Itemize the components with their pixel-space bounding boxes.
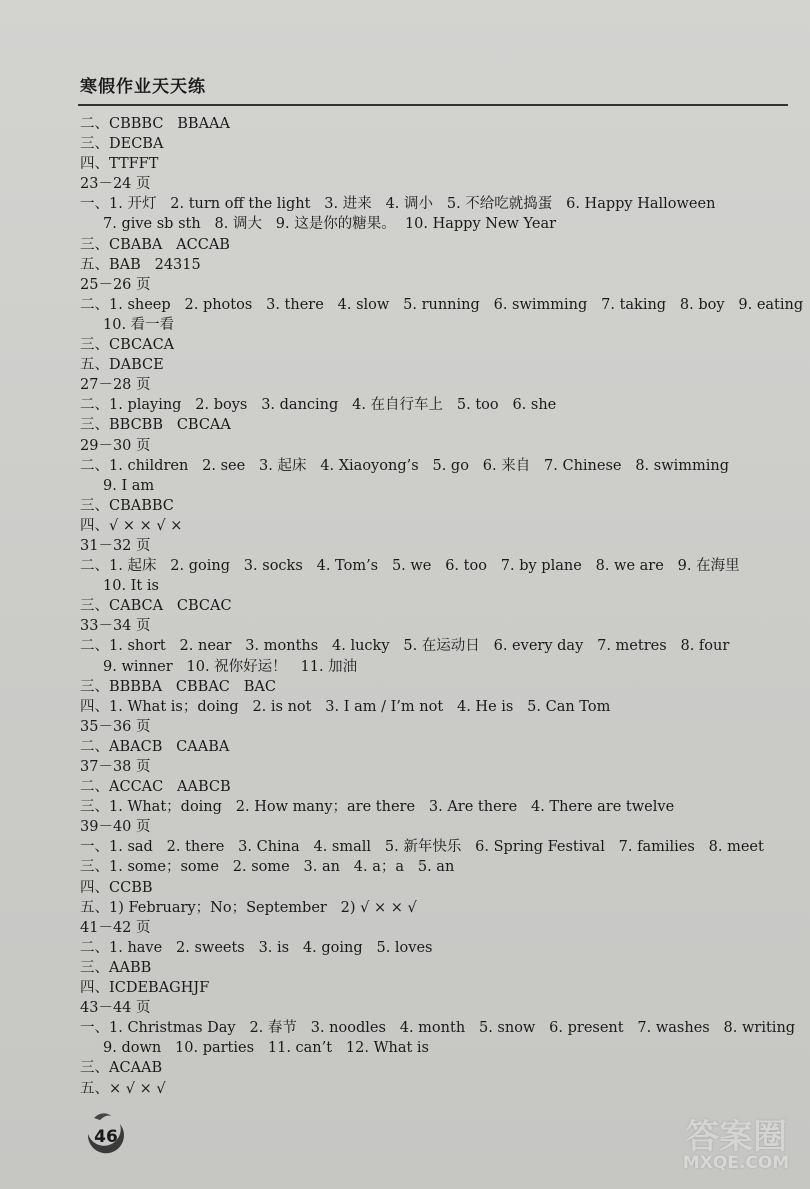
answer-line: 9. down 10. parties 11. can’t 12. What is bbox=[103, 1040, 429, 1057]
answer-line: 27－28 页 bbox=[80, 377, 151, 394]
answer-line: 一、1. sad 2. there 3. China 4. small 5. 新年快乐 6. Spring Festival 7. families 8. meet bbox=[80, 839, 764, 856]
answer-line: 25－26 页 bbox=[80, 276, 151, 293]
answer-line: 三、BBBBA CBBAC BAC bbox=[80, 678, 276, 695]
answer-line: 39－40 页 bbox=[80, 819, 151, 836]
book-title: 寒假作业天天练 bbox=[80, 77, 206, 97]
answer-line: 二、ACCAC AABCB bbox=[80, 779, 231, 796]
page-number: 46 bbox=[94, 1127, 118, 1147]
answer-line: 10. 看一看 bbox=[103, 316, 175, 333]
answer-line: 一、1. 开灯 2. turn off the light 3. 进来 4. 调小 5. 不给吃就捣蛋 6. Happy Halloween bbox=[80, 196, 716, 213]
answer-line: 五、BAB 24315 bbox=[80, 256, 201, 273]
answer-line: 三、DECBA bbox=[80, 136, 164, 153]
answer-line: 二、CBBBC BBAAA bbox=[80, 116, 230, 132]
answer-line: 7. give sb sth 8. 调大 9. 这是你的糖果。 10. Happy New Year bbox=[103, 216, 557, 233]
answer-line: 23－24 页 bbox=[80, 176, 151, 193]
answer-line: 29－30 页 bbox=[80, 437, 151, 454]
answer-line: 二、1. playing 2. boys 3. dancing 4. 在自行车上 5. too 6. she bbox=[80, 397, 557, 414]
answer-list bbox=[80, 114, 804, 1099]
answer-line: 四、ICDEBAGHJF bbox=[80, 980, 210, 997]
answer-line: 41－42 页 bbox=[80, 919, 151, 936]
answer-line: 三、BBCBB CBCAA bbox=[80, 417, 231, 434]
answer-line: 31－32 页 bbox=[80, 537, 151, 554]
answer-line: 二、1. sheep 2. photos 3. there 4. slow 5. running 6. swimming 7. taking 8. boy 9. eating bbox=[80, 296, 804, 313]
watermark-logo bbox=[676, 1109, 796, 1181]
answer-line: 9. I am bbox=[103, 477, 155, 494]
answer-line: 四、TTFFT bbox=[80, 156, 159, 173]
answer-line: 五、× √ × √ bbox=[80, 1080, 166, 1097]
answer-line: 二、1. short 2. near 3. months 4. lucky 5. 在运动日 6. every day 7. metres 8. four bbox=[80, 638, 730, 655]
answer-line: 五、DABCE bbox=[80, 357, 164, 374]
answer-line: 二、1. children 2. see 3. 起床 4. Xiaoyong’s 5. go 6. 来自 7. Chinese 8. swimming bbox=[80, 457, 730, 474]
answer-line: 9. winner 10. 祝你好运！ 11. 加油 bbox=[103, 658, 358, 675]
answer-line: 四、√ × × √ × bbox=[80, 517, 183, 534]
leaf-icon bbox=[94, 1113, 112, 1120]
answer-line: 35－36 页 bbox=[80, 718, 151, 735]
answer-line: 一、1. Christmas Day 2. 春节 3. noodles 4. month 5. snow 6. present 7. washes 8. writing bbox=[80, 1020, 796, 1037]
answer-line: 四、CCBB bbox=[80, 879, 153, 896]
answer-line: 33－34 页 bbox=[80, 618, 151, 635]
answer-line: 三、1. What；doing 2. How many；are there 3. Are there 4. There are twelve bbox=[80, 799, 675, 816]
page-number-badge bbox=[80, 1108, 128, 1156]
answer-line: 43－44 页 bbox=[80, 1000, 151, 1017]
answer-line: 二、ABACB CAABA bbox=[80, 738, 230, 755]
answer-line: 二、1. 起床 2. going 3. socks 4. Tom’s 5. we 6. too 7. by plane 8. we are 9. 在海里 bbox=[80, 558, 740, 575]
answer-line: 三、AABB bbox=[80, 959, 152, 976]
answer-line: 三、CBABA ACCAB bbox=[80, 236, 230, 253]
watermark-line1: 答案圈 bbox=[685, 1117, 787, 1157]
watermark-line2: MXQE.COM bbox=[682, 1153, 790, 1173]
answer-line: 三、CABCA CBCAC bbox=[80, 598, 232, 615]
header-divider bbox=[78, 104, 788, 106]
answer-line: 三、1. some；some 2. some 3. an 4. a；a 5. an bbox=[80, 859, 455, 876]
answer-line: 二、1. have 2. sweets 3. is 4. going 5. loves bbox=[80, 939, 433, 956]
answer-line: 四、1. What is；doing 2. is not 3. I am / I’m not 4. He is 5. Can Tom bbox=[80, 698, 611, 715]
answer-line: 10. It is bbox=[103, 578, 159, 595]
answer-line: 三、ACAAB bbox=[80, 1060, 163, 1077]
answer-line: 五、1) February；No；September 2) √ × × √ bbox=[80, 899, 417, 916]
answer-line: 三、CBABBC bbox=[80, 497, 174, 514]
answer-line: 37－38 页 bbox=[80, 759, 151, 775]
answer-line: 三、CBCACA bbox=[80, 337, 175, 354]
